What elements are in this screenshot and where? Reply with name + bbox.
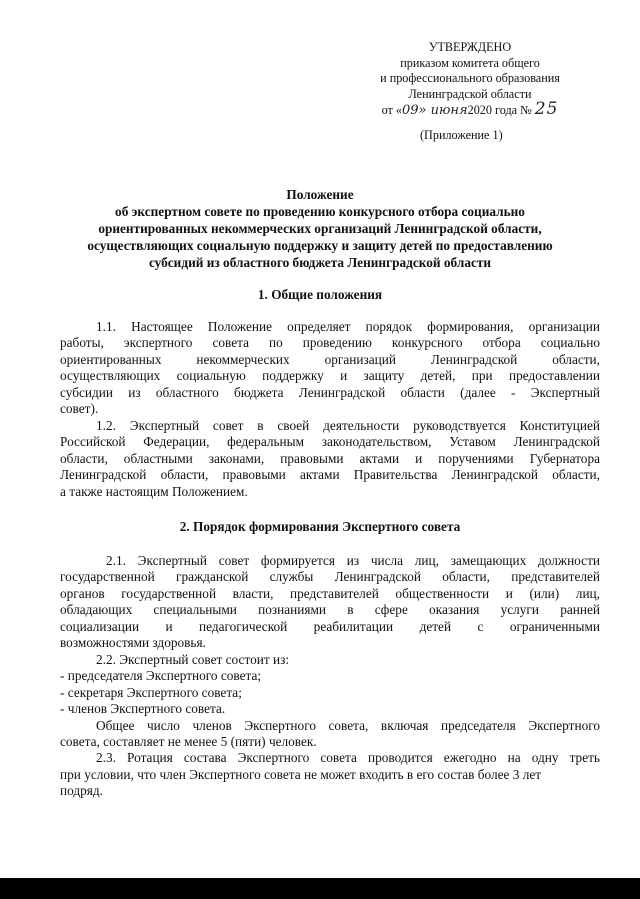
paragraph-line: 2.3. Ротация состава Экспертного совета проводится ежегодно на одну треть (96, 750, 600, 766)
paragraph-line: социализации и педагогической реабилитации детей с ограниченными (60, 618, 600, 634)
paragraph-line: 1.1. Настоящее Положение определяет порядок формирования, организации (96, 319, 600, 334)
approval-heading: УТВЕРЖДЕНО (428, 40, 512, 54)
paragraph-line: Общее число членов Экспертного совета, включая председателя Экспертного (96, 717, 600, 733)
paragraph-2-2 (60, 652, 600, 800)
paragraph-line: ориентированных некоммерческих организаций Ленинградской области, (60, 351, 600, 367)
paragraph-line: органов государственной власти, представителей общественности и (или) лиц, (60, 585, 600, 601)
handwritten-date: 09» июня (401, 103, 468, 118)
paragraph-line: возможностями здоровья. (60, 634, 206, 650)
paragraph-line: подряд. (60, 783, 104, 799)
approval-line: Ленинградской области (408, 86, 532, 101)
appendix-label: (Приложение 1) (420, 128, 503, 142)
paragraph-line: Ленинградской области, правовыми актами Правительства Ленинградской области, (60, 467, 600, 483)
title-line: Положение (286, 187, 354, 202)
title-line: осуществляющих социальную поддержку и защиту детей по предоставлению (87, 238, 553, 253)
paragraph-line: 2.1. Экспертный совет формируется из числа лиц, замещающих должности (106, 553, 600, 568)
paragraph-line: работы, экспертного совета по проведению конкурсного отбора социально (60, 335, 600, 351)
date-prefix: от « (381, 103, 402, 117)
section-2-heading: 2. Порядок формирования Экспертного совета (179, 519, 461, 534)
approval-block (360, 40, 580, 119)
title-line: об экспертном совете по проведению конкурсного отбора социально (115, 204, 525, 219)
scan-edge-bar (0, 878, 640, 899)
paragraph-line: области, областными законами, правовыми актами и поручениями Губернатора (60, 450, 600, 466)
paragraph-1-2 (60, 418, 600, 500)
title-line: субсидий из областного бюджета Ленинградской области (148, 255, 492, 270)
list-item: - секретаря Экспертного совета; (60, 684, 242, 700)
paragraph-line: совета, составляет не менее 5 (пяти) человек. (60, 734, 317, 750)
title-line: ориентированных некоммерческих организаций Ленинградской области, (98, 221, 542, 236)
section-1-heading: 1. Общие положения (257, 287, 383, 302)
paragraph-line: Российской Федерации, федеральным законодательством, Уставом Ленинградской (60, 434, 600, 450)
list-item: - председателя Экспертного совета; (60, 668, 262, 684)
paragraph-line: при условии, что член Экспертного совета не может входить в его состав более 3 лет (60, 766, 542, 782)
approval-line: и профессионального образования (380, 71, 560, 85)
paragraph-2-1 (60, 553, 600, 651)
paragraph-line: а также настоящим Положением. (60, 483, 248, 499)
paragraph-line: 1.2. Экспертный совет в своей деятельности руководствуется Конституцией (96, 418, 600, 433)
document-title (40, 186, 600, 271)
paragraph-line: осуществляющих социальную поддержку и защиту детей, при предоставлении (60, 368, 600, 384)
paragraph-line: 2.2. Экспертный совет состоит из: (96, 652, 290, 667)
list-item: - членов Экспертного совета. (60, 701, 226, 717)
paragraph-line: обладающих специальными познаниями в сфере оказания услуги ранней (60, 602, 600, 618)
handwritten-number: 25 (534, 99, 559, 119)
approval-date-line (360, 99, 580, 119)
paragraph-1-1 (60, 319, 600, 417)
approval-line: приказом комитета общего (400, 55, 540, 70)
date-suffix: 2020 года № (467, 103, 532, 117)
paragraph-line: государственной гражданской службы Ленинградской области, представителей (60, 569, 600, 585)
paragraph-line: субсидии из областного бюджета Ленинградской области (далее - Экспертный (60, 384, 600, 400)
paragraph-line: совет). (60, 400, 99, 416)
